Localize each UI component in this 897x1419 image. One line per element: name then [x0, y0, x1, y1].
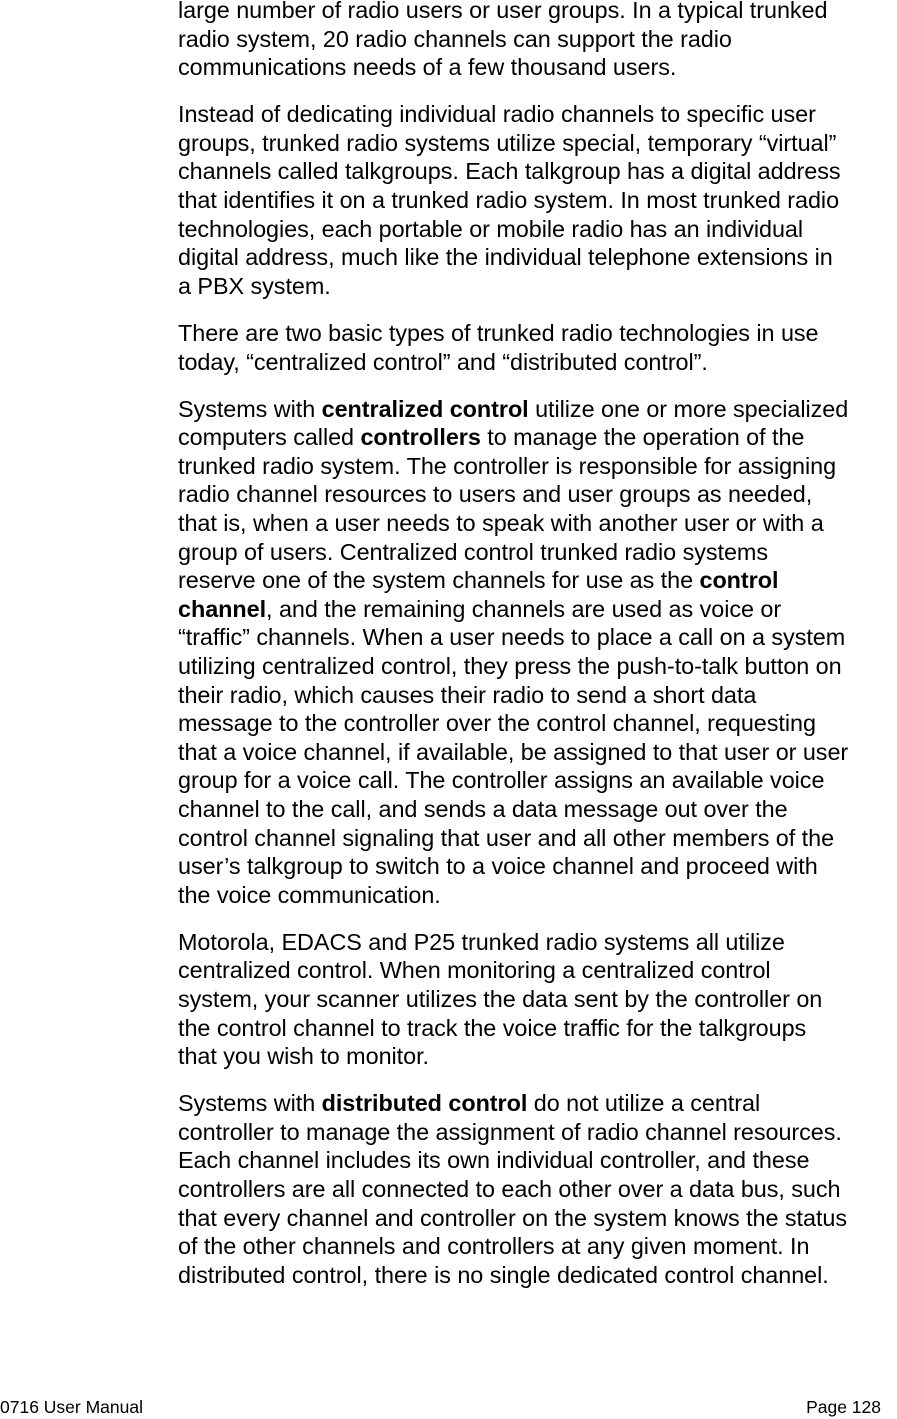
text-line [178, 623, 897, 652]
text-line [178, 595, 897, 624]
footer-page-number: Page 128 [806, 1397, 881, 1417]
text-line [178, 243, 897, 272]
text-line [178, 129, 897, 158]
text-line [178, 452, 897, 481]
text-line [178, 881, 897, 910]
text-run: do not utilize a central [527, 1090, 761, 1117]
text-line [178, 1175, 897, 1204]
text-run: the control channel to track the voice traffic for the talkgroups [178, 1014, 807, 1041]
text-line [178, 566, 897, 595]
text-run: “traffic” channels. When a user needs to place a call on a system [178, 624, 846, 651]
text-line [178, 681, 897, 710]
paragraph [178, 0, 897, 82]
text-line [178, 824, 897, 853]
text-line [178, 956, 897, 985]
text-line [178, 709, 897, 738]
text-run: reserve one of the system channels for use as the [178, 567, 700, 594]
text-line [178, 652, 897, 681]
text-line [178, 766, 897, 795]
text-line [178, 1014, 897, 1043]
text-line [178, 738, 897, 767]
text-run: technologies, each portable or mobile radio has an individual [178, 215, 804, 242]
text-run: distributed control, there is no single dedicated control channel. [178, 1261, 829, 1288]
body-text [178, 0, 897, 1308]
text-run: groups, trunked radio systems utilize special, temporary “virtual” [178, 129, 837, 156]
text-run: the voice communication. [178, 881, 441, 908]
text-run: radio channel resources to users and user groups as needed, [178, 481, 813, 508]
text-run: radio system, 20 radio channels can support the radio [178, 25, 732, 52]
text-run: trunked radio system. The controller is responsible for assigning [178, 452, 837, 479]
text-line [178, 395, 897, 424]
text-line [178, 985, 897, 1014]
text-run: their radio, which causes their radio to send a short data [178, 681, 757, 708]
text-run: channels called talkgroups. Each talkgroup has a digital address [178, 158, 841, 185]
text-run: group for a voice call. The controller assigns an available voice [178, 767, 825, 794]
text-line [178, 423, 897, 452]
text-line [178, 1118, 897, 1147]
bold-term: channel [178, 595, 267, 622]
text-line [178, 157, 897, 186]
text-run: a PBX system. [178, 272, 331, 299]
text-run: control channel signaling that user and all other members of the [178, 824, 835, 851]
text-run: computers called [178, 424, 361, 451]
text-run: utilize one or more specialized [528, 395, 849, 422]
text-run: Each channel includes its own individual controller, and these [178, 1147, 810, 1174]
bold-term: controllers [360, 424, 481, 451]
bold-term: centralized control [321, 395, 529, 422]
text-line [178, 25, 897, 54]
text-run: communications needs of a few thousand users. [178, 54, 677, 81]
text-run: message to the controller over the control channel, requesting [178, 710, 816, 737]
text-line [178, 348, 897, 377]
footer-manual-title: 0716 User Manual [0, 1397, 143, 1417]
text-run: that you wish to monitor. [178, 1043, 429, 1070]
text-run: There are two basic types of trunked radio technologies in use [178, 319, 819, 346]
text-run: Systems with [178, 1090, 322, 1117]
text-run: controller to manage the assignment of radio channel resources. [178, 1118, 842, 1145]
bold-term: control [699, 567, 779, 594]
text-run: Systems with [178, 395, 322, 422]
text-run: user’s talkgroup to switch to a voice channel and proceed with [178, 853, 818, 880]
text-line [178, 1042, 897, 1071]
text-line [178, 509, 897, 538]
text-run: today, “centralized control” and “distributed control”. [178, 348, 708, 375]
text-line [178, 272, 897, 301]
text-line [178, 480, 897, 509]
text-run: group of users. Centralized control trunked radio systems [178, 538, 768, 565]
text-line [178, 1261, 897, 1290]
text-line [178, 928, 897, 957]
text-line [178, 215, 897, 244]
paragraph [178, 1089, 897, 1289]
text-run: utilizing centralized control, they press the push-to-talk button on [178, 652, 842, 679]
text-run: that is, when a user needs to speak with another user or with a [178, 510, 824, 536]
text-run: that identifies it on a trunked radio system. In most trunked radio [178, 187, 840, 214]
text-line [178, 795, 897, 824]
text-line [178, 0, 897, 25]
text-line [178, 1146, 897, 1175]
text-run: digital address, much like the individual telephone extensions in [178, 244, 833, 271]
text-run: controllers are all connected to each other over a data bus, such [178, 1176, 841, 1203]
text-run: channel to the call, and sends a data message out over the [178, 795, 788, 822]
paragraph [178, 319, 897, 376]
text-line [178, 1232, 897, 1261]
text-line [178, 319, 897, 348]
text-run: that every channel and controller on the system knows the status [178, 1204, 847, 1231]
text-run: to manage the operation of the [480, 424, 805, 451]
paragraph [178, 928, 897, 1071]
text-run: Motorola, EDACS and P25 trunked radio systems all utilize [178, 928, 785, 955]
text-run: that a voice channel, if available, be assigned to that user or user [178, 738, 849, 765]
text-run: centralized control. When monitoring a centralized control [178, 957, 771, 984]
text-line [178, 538, 897, 567]
text-line [178, 100, 897, 129]
text-run: large number of radio users or user groups. In a typical trunked [178, 0, 828, 23]
text-run: Instead of dedicating individual radio channels to specific user [178, 101, 816, 128]
paragraph [178, 100, 897, 300]
text-line [178, 1204, 897, 1233]
text-line [178, 186, 897, 215]
paragraph [178, 395, 897, 910]
text-line [178, 852, 897, 881]
text-run: system, your scanner utilizes the data sent by the controller on [178, 986, 823, 1012]
bold-term: distributed control [321, 1090, 528, 1117]
text-line [178, 53, 897, 82]
text-run: of the other channels and controllers at any given moment. In [178, 1233, 810, 1260]
text-line [178, 1089, 897, 1118]
text-run: , and the remaining channels are used as voice or [266, 595, 782, 622]
